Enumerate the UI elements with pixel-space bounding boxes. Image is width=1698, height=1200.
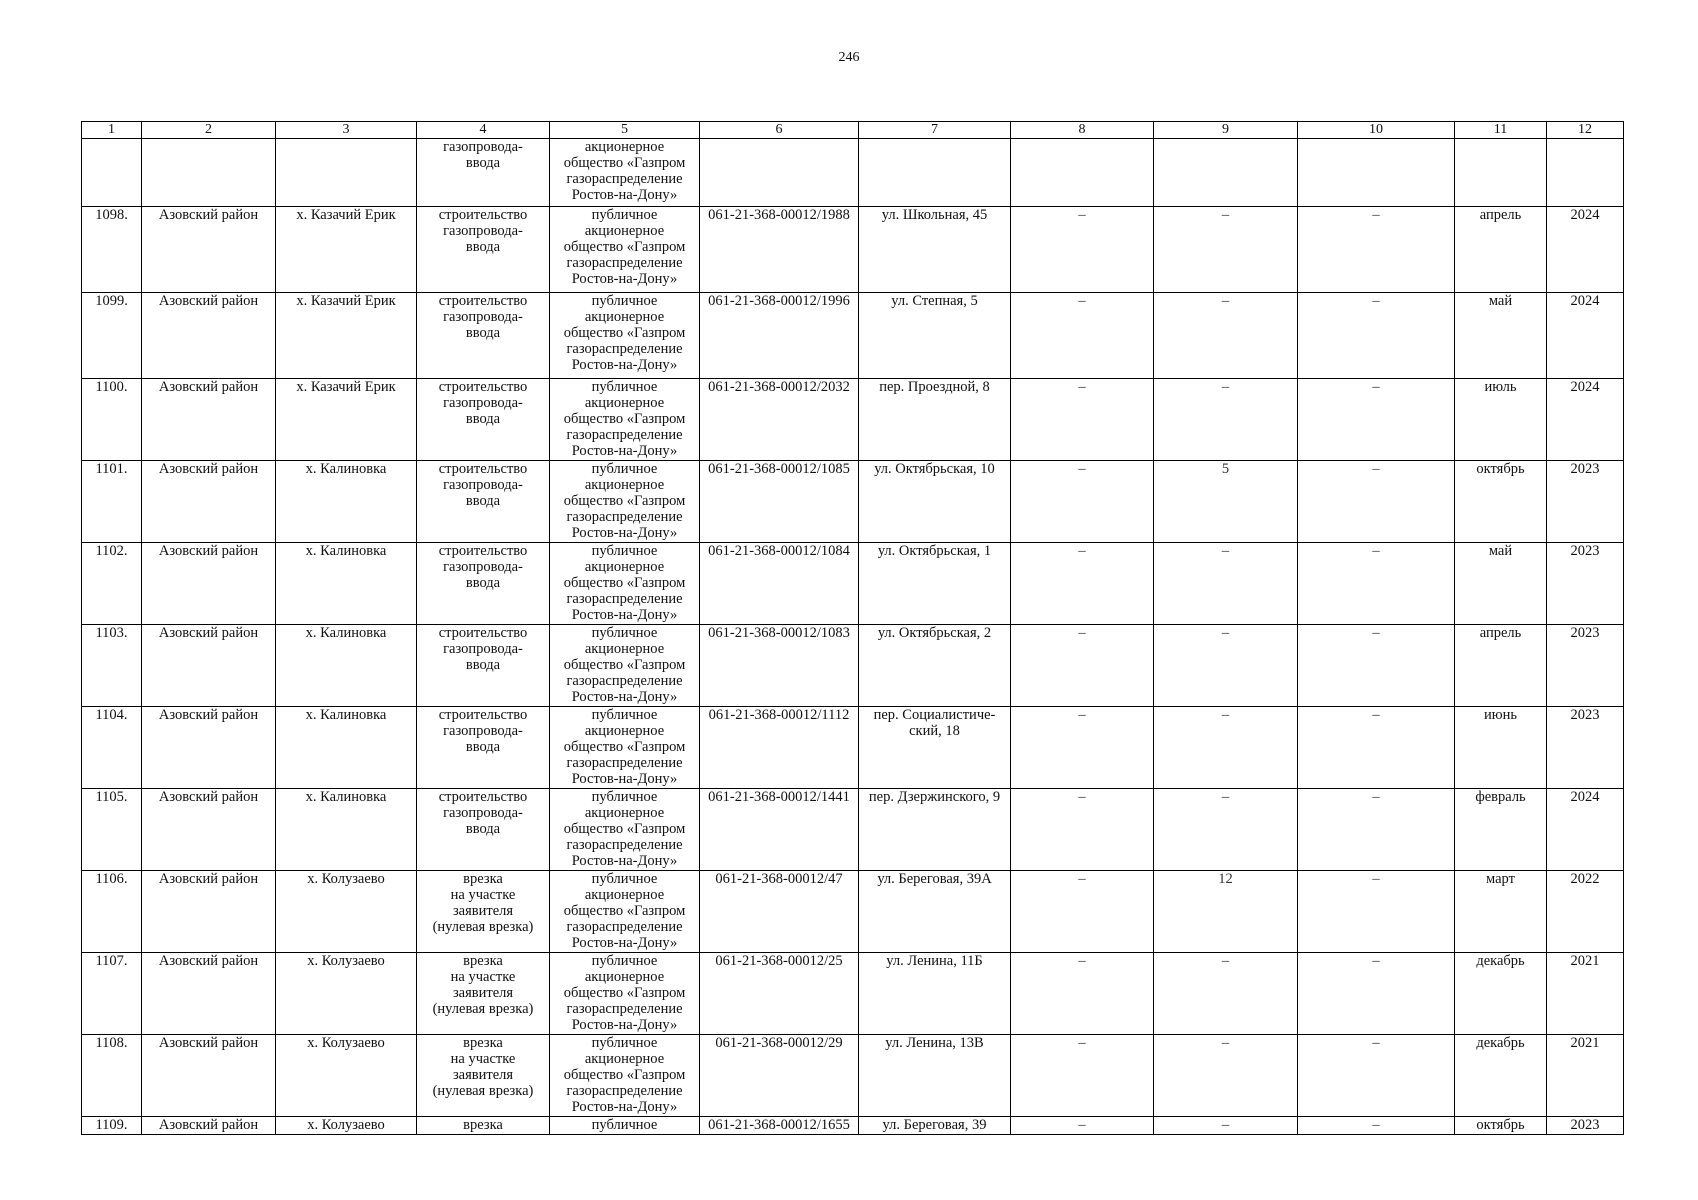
line: строительство	[438, 461, 528, 477]
line: публичное	[591, 293, 658, 309]
line: газораспределение	[566, 509, 683, 525]
cell-col10: –	[1298, 789, 1455, 871]
line: ввода	[465, 411, 501, 427]
cell-address	[859, 461, 1011, 543]
line: Ростов-на-Дону»	[571, 1099, 678, 1115]
line: ввода	[465, 739, 501, 755]
cell-number: 1108.	[82, 1035, 142, 1117]
cell-col9: –	[1154, 953, 1298, 1035]
table-row	[82, 707, 1624, 789]
cell-code: 061-21-368-00012/29	[700, 1035, 859, 1117]
cell-col10: –	[1298, 461, 1455, 543]
column-header: 3	[276, 122, 417, 139]
continuation-row	[82, 139, 1624, 207]
cell-col9: 12	[1154, 871, 1298, 953]
cell-empty	[1547, 139, 1624, 207]
cell-address	[859, 789, 1011, 871]
cell-object-type	[417, 789, 550, 871]
line: газопровода-	[443, 723, 523, 739]
line: врезка	[463, 1117, 503, 1133]
cell-address	[859, 953, 1011, 1035]
cell-month: октябрь	[1455, 461, 1547, 543]
cell-number: 1099.	[82, 293, 142, 379]
column-header: 11	[1455, 122, 1547, 139]
line: пер. Проездной, 8	[879, 379, 990, 395]
line: газопровода-	[443, 223, 523, 239]
cell-object-type	[417, 871, 550, 953]
line: ввода	[465, 325, 501, 341]
cell-number: 1098.	[82, 207, 142, 293]
cell-empty	[859, 139, 1011, 207]
line: газораспределение	[566, 837, 683, 853]
line: строительство	[438, 543, 528, 559]
cell-col8: –	[1011, 1035, 1154, 1117]
line: строительство	[438, 207, 528, 223]
cell-month: февраль	[1455, 789, 1547, 871]
cell-col10: –	[1298, 953, 1455, 1035]
column-number-row	[82, 122, 1624, 139]
line: Ростов-на-Дону»	[571, 607, 678, 623]
cell-year: 2023	[1547, 625, 1624, 707]
line: ул. Степная, 5	[891, 293, 978, 309]
cell-col8: –	[1011, 707, 1154, 789]
cell-empty	[700, 139, 859, 207]
cell-year: 2022	[1547, 871, 1624, 953]
cell-year: 2024	[1547, 207, 1624, 293]
line: публичное	[591, 789, 658, 805]
line: ввода	[465, 493, 501, 509]
cell-object-type	[417, 207, 550, 293]
cell-locality: х. Колузаево	[276, 953, 417, 1035]
line: ул. Береговая, 39	[882, 1117, 987, 1133]
cell-district: Азовский район	[142, 707, 276, 789]
line: газопровода-	[443, 139, 523, 155]
line: газораспределение	[566, 673, 683, 689]
line: публичное	[591, 543, 658, 559]
line: газораспределение	[566, 1001, 683, 1017]
cell-month: май	[1455, 293, 1547, 379]
line: (нулевая врезка)	[432, 1001, 534, 1017]
line: публичное	[591, 379, 658, 395]
cell-code: 061-21-368-00012/25	[700, 953, 859, 1035]
line: публичное	[591, 953, 658, 969]
cell-locality: х. Калиновка	[276, 789, 417, 871]
cell-object-type	[417, 461, 550, 543]
cell-empty	[82, 139, 142, 207]
cell-empty	[1154, 139, 1298, 207]
line: общество «Газпром	[563, 903, 686, 919]
line: Ростов-на-Дону»	[571, 357, 678, 373]
line: Ростов-на-Дону»	[571, 271, 678, 287]
cell-locality: х. Калиновка	[276, 707, 417, 789]
line: общество «Газпром	[563, 1067, 686, 1083]
cell-address	[859, 379, 1011, 461]
cell-month: июнь	[1455, 707, 1547, 789]
line: общество «Газпром	[563, 821, 686, 837]
cell-month: декабрь	[1455, 953, 1547, 1035]
line: ввода	[465, 575, 501, 591]
cell-address	[859, 1117, 1011, 1135]
line: общество «Газпром	[563, 739, 686, 755]
cell-object-type	[417, 625, 550, 707]
cell-organization	[550, 461, 700, 543]
line: Ростов-на-Дону»	[571, 853, 678, 869]
cell-address	[859, 293, 1011, 379]
table-row	[82, 207, 1624, 293]
cell-object-type	[417, 1035, 550, 1117]
line: акционерное	[584, 969, 665, 985]
line: (нулевая врезка)	[432, 1083, 534, 1099]
cell-year: 2023	[1547, 461, 1624, 543]
cell-address	[859, 543, 1011, 625]
cell-organization	[550, 1035, 700, 1117]
column-header: 9	[1154, 122, 1298, 139]
cell-col9: –	[1154, 293, 1298, 379]
cell-year: 2023	[1547, 1117, 1624, 1135]
cell-locality: х. Колузаево	[276, 1035, 417, 1117]
cell-year: 2023	[1547, 543, 1624, 625]
line: акционерное	[584, 309, 665, 325]
line: газопровода-	[443, 395, 523, 411]
line: газораспределение	[566, 591, 683, 607]
line: газораспределение	[566, 255, 683, 271]
cell-code: 061-21-368-00012/1441	[700, 789, 859, 871]
line: строительство	[438, 379, 528, 395]
table-row	[82, 871, 1624, 953]
cell-col9: –	[1154, 789, 1298, 871]
cell-district: Азовский район	[142, 1117, 276, 1135]
cell-organization	[550, 871, 700, 953]
table-row	[82, 953, 1624, 1035]
cell-col10: –	[1298, 207, 1455, 293]
cell-address	[859, 207, 1011, 293]
line: публичное	[591, 461, 658, 477]
cell-organization	[550, 543, 700, 625]
cell-organization	[550, 625, 700, 707]
cell-code: 061-21-368-00012/1112	[700, 707, 859, 789]
line: заявителя	[452, 903, 514, 919]
cell-col8: –	[1011, 207, 1154, 293]
cell-col10: –	[1298, 543, 1455, 625]
line: ввода	[465, 657, 501, 673]
line: акционерное	[584, 887, 665, 903]
cell-month: апрель	[1455, 207, 1547, 293]
line: акционерное	[584, 1051, 665, 1067]
line: акционерное	[584, 395, 665, 411]
cell-month: апрель	[1455, 625, 1547, 707]
cell-col8: –	[1011, 789, 1154, 871]
line: ввода	[465, 155, 501, 171]
line: (нулевая врезка)	[432, 919, 534, 935]
cell-object-type	[417, 953, 550, 1035]
line: публичное	[591, 625, 658, 641]
cell-code: 061-21-368-00012/47	[700, 871, 859, 953]
line: ввода	[465, 239, 501, 255]
cell-locality: х. Казачий Ерик	[276, 379, 417, 461]
table-row	[82, 379, 1624, 461]
cell-district: Азовский район	[142, 1035, 276, 1117]
table-row	[82, 293, 1624, 379]
cell-district: Азовский район	[142, 789, 276, 871]
cell-object-type	[417, 707, 550, 789]
cell-code: 061-21-368-00012/1085	[700, 461, 859, 543]
line: заявителя	[452, 1067, 514, 1083]
line: заявителя	[452, 985, 514, 1001]
line: публичное	[591, 207, 658, 223]
line: газопровода-	[443, 559, 523, 575]
line: строительство	[438, 789, 528, 805]
cell-col9: –	[1154, 379, 1298, 461]
cell-col9: –	[1154, 707, 1298, 789]
cell-district: Азовский район	[142, 461, 276, 543]
cell-number: 1101.	[82, 461, 142, 543]
cell-col10: –	[1298, 379, 1455, 461]
line: газораспределение	[566, 341, 683, 357]
line: общество «Газпром	[563, 239, 686, 255]
line: акционерное	[584, 723, 665, 739]
cell-month: июль	[1455, 379, 1547, 461]
line: газопровода-	[443, 309, 523, 325]
cell-organization	[550, 953, 700, 1035]
line: ул. Октябрьская, 2	[877, 625, 992, 641]
line: пер. Социалистиче-	[873, 707, 996, 723]
line: газораспределение	[566, 171, 683, 187]
line: акционерное	[584, 477, 665, 493]
cell-year: 2024	[1547, 789, 1624, 871]
line: общество «Газпром	[563, 411, 686, 427]
cell-organization	[550, 789, 700, 871]
column-header: 7	[859, 122, 1011, 139]
cell-district: Азовский район	[142, 953, 276, 1035]
cell-object-type	[417, 1117, 550, 1135]
cell-number: 1106.	[82, 871, 142, 953]
line: на участке	[450, 887, 516, 903]
column-header: 2	[142, 122, 276, 139]
table-row	[82, 461, 1624, 543]
cell-col10: –	[1298, 707, 1455, 789]
column-header: 6	[700, 122, 859, 139]
cell-col10: –	[1298, 1035, 1455, 1117]
cell-col8: –	[1011, 953, 1154, 1035]
line: публичное	[591, 1035, 658, 1051]
cell-col8: –	[1011, 461, 1154, 543]
cell-locality: х. Колузаево	[276, 1117, 417, 1135]
line: акционерное	[584, 223, 665, 239]
cell-number: 1102.	[82, 543, 142, 625]
cell-col8: –	[1011, 871, 1154, 953]
cell-organization	[550, 707, 700, 789]
cell-number: 1109.	[82, 1117, 142, 1135]
cell-col8: –	[1011, 625, 1154, 707]
cell-district: Азовский район	[142, 293, 276, 379]
cell-locality: х. Колузаево	[276, 871, 417, 953]
table-body	[82, 139, 1624, 1135]
line: общество «Газпром	[563, 493, 686, 509]
cell-locality: х. Калиновка	[276, 625, 417, 707]
line: акционерное	[584, 559, 665, 575]
line: Ростов-на-Дону»	[571, 525, 678, 541]
cell-empty	[1455, 139, 1547, 207]
column-header: 10	[1298, 122, 1455, 139]
table-row	[82, 1035, 1624, 1117]
line: публичное	[591, 871, 658, 887]
cell-number: 1105.	[82, 789, 142, 871]
line: общество «Газпром	[563, 155, 686, 171]
cell-object-type	[417, 379, 550, 461]
line: газораспределение	[566, 427, 683, 443]
cell-month: октябрь	[1455, 1117, 1547, 1135]
column-header: 4	[417, 122, 550, 139]
cell-empty	[276, 139, 417, 207]
cell-district: Азовский район	[142, 207, 276, 293]
line: на участке	[450, 969, 516, 985]
column-header: 1	[82, 122, 142, 139]
cell-organization	[550, 379, 700, 461]
cell-code: 061-21-368-00012/1083	[700, 625, 859, 707]
cell-col10: –	[1298, 871, 1455, 953]
cell-org-continued	[550, 139, 700, 207]
cell-col8: –	[1011, 1117, 1154, 1135]
line: врезка	[463, 953, 503, 969]
line: акционерное	[584, 641, 665, 657]
cell-col9: –	[1154, 625, 1298, 707]
cell-year: 2024	[1547, 379, 1624, 461]
line: ул. Октябрьская, 1	[877, 543, 992, 559]
cell-organization	[550, 1117, 700, 1135]
line: Ростов-на-Дону»	[571, 187, 678, 203]
line: строительство	[438, 707, 528, 723]
cell-empty	[1298, 139, 1455, 207]
table-row	[82, 1117, 1624, 1135]
line: Ростов-на-Дону»	[571, 935, 678, 951]
line: газораспределение	[566, 755, 683, 771]
table-row	[82, 543, 1624, 625]
line: ввода	[465, 821, 501, 837]
line: общество «Газпром	[563, 657, 686, 673]
line: строительство	[438, 293, 528, 309]
cell-address	[859, 871, 1011, 953]
line: врезка	[463, 1035, 503, 1051]
cell-locality: х. Калиновка	[276, 461, 417, 543]
line: газопровода-	[443, 805, 523, 821]
cell-col10: –	[1298, 625, 1455, 707]
cell-address	[859, 625, 1011, 707]
cell-district: Азовский район	[142, 379, 276, 461]
line: Ростов-на-Дону»	[571, 771, 678, 787]
line: ул. Ленина, 11Б	[886, 953, 983, 969]
line: Ростов-на-Дону»	[571, 1017, 678, 1033]
table-row	[82, 625, 1624, 707]
cell-year: 2021	[1547, 953, 1624, 1035]
cell-col9: –	[1154, 543, 1298, 625]
line: акционерное	[584, 805, 665, 821]
cell-col9: –	[1154, 207, 1298, 293]
line: на участке	[450, 1051, 516, 1067]
cell-month: декабрь	[1455, 1035, 1547, 1117]
line: пер. Дзержинского, 9	[868, 789, 1001, 805]
cell-object-type	[417, 543, 550, 625]
cell-code: 061-21-368-00012/1988	[700, 207, 859, 293]
cell-address	[859, 707, 1011, 789]
cell-object-continued	[417, 139, 550, 207]
cell-empty	[142, 139, 276, 207]
cell-code: 061-21-368-00012/2032	[700, 379, 859, 461]
data-table	[81, 121, 1624, 1135]
line: Ростов-на-Дону»	[571, 689, 678, 705]
line: газопровода-	[443, 477, 523, 493]
line: общество «Газпром	[563, 985, 686, 1001]
line: общество «Газпром	[563, 325, 686, 341]
cell-number: 1104.	[82, 707, 142, 789]
cell-col10: –	[1298, 293, 1455, 379]
cell-address	[859, 1035, 1011, 1117]
cell-month: март	[1455, 871, 1547, 953]
cell-col8: –	[1011, 379, 1154, 461]
cell-empty	[1011, 139, 1154, 207]
line: ский, 18	[909, 723, 960, 739]
cell-number: 1107.	[82, 953, 142, 1035]
cell-col9: 5	[1154, 461, 1298, 543]
line: ул. Школьная, 45	[881, 207, 988, 223]
line: ул. Ленина, 13В	[885, 1035, 984, 1051]
cell-number: 1103.	[82, 625, 142, 707]
line: публичное	[591, 707, 658, 723]
line: газораспределение	[566, 1083, 683, 1099]
cell-year: 2021	[1547, 1035, 1624, 1117]
cell-year: 2024	[1547, 293, 1624, 379]
cell-district: Азовский район	[142, 871, 276, 953]
cell-organization	[550, 207, 700, 293]
column-header: 12	[1547, 122, 1624, 139]
cell-col8: –	[1011, 293, 1154, 379]
line: публичное	[591, 1117, 658, 1133]
line: Ростов-на-Дону»	[571, 443, 678, 459]
cell-col8: –	[1011, 543, 1154, 625]
line: ул. Октябрьская, 10	[874, 461, 995, 477]
line: строительство	[438, 625, 528, 641]
page-number: 246	[838, 50, 860, 65]
cell-code: 061-21-368-00012/1996	[700, 293, 859, 379]
line: общество «Газпром	[563, 575, 686, 591]
cell-col9: –	[1154, 1035, 1298, 1117]
cell-code: 061-21-368-00012/1655	[700, 1117, 859, 1135]
column-header: 8	[1011, 122, 1154, 139]
cell-locality: х. Казачий Ерик	[276, 293, 417, 379]
cell-district: Азовский район	[142, 543, 276, 625]
line: ул. Береговая, 39А	[877, 871, 992, 887]
line: газораспределение	[566, 919, 683, 935]
line: акционерное	[584, 139, 665, 155]
cell-col10: –	[1298, 1117, 1455, 1135]
line: врезка	[463, 871, 503, 887]
cell-organization	[550, 293, 700, 379]
column-header: 5	[550, 122, 700, 139]
cell-code: 061-21-368-00012/1084	[700, 543, 859, 625]
cell-district: Азовский район	[142, 625, 276, 707]
cell-month: май	[1455, 543, 1547, 625]
cell-locality: х. Калиновка	[276, 543, 417, 625]
table-row	[82, 789, 1624, 871]
cell-col9: –	[1154, 1117, 1298, 1135]
cell-object-type	[417, 293, 550, 379]
cell-number: 1100.	[82, 379, 142, 461]
cell-locality: х. Казачий Ерик	[276, 207, 417, 293]
line: газопровода-	[443, 641, 523, 657]
cell-year: 2023	[1547, 707, 1624, 789]
